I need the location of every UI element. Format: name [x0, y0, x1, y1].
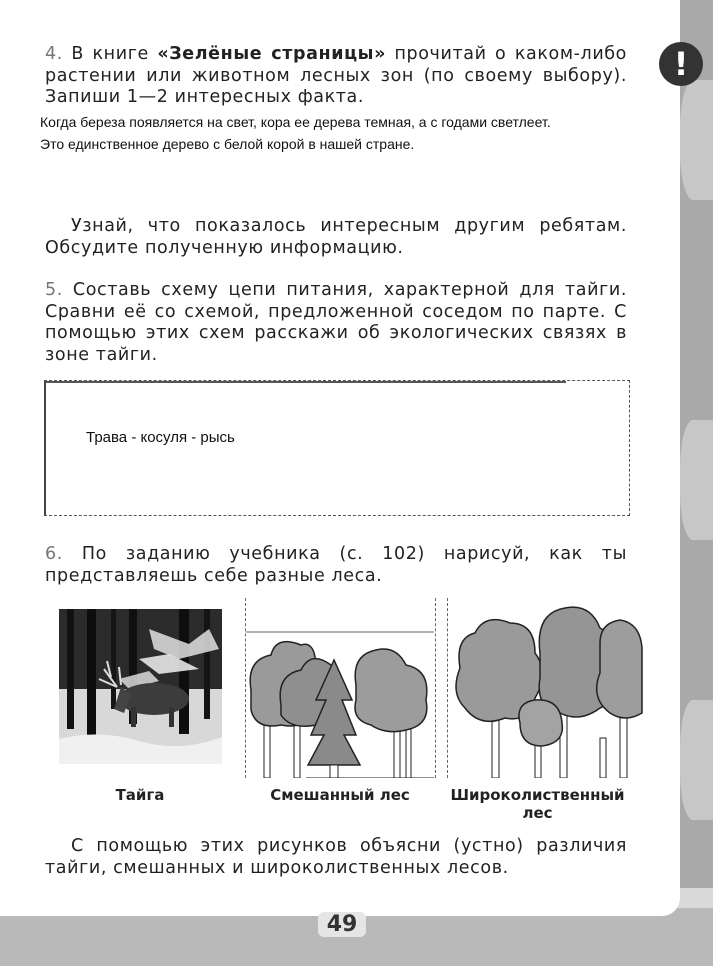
taiga-photo-image: [59, 609, 222, 764]
leaf-decoration: [680, 420, 713, 540]
book-title: «Зелёные страницы»: [157, 44, 386, 64]
task-number: 4.: [45, 44, 63, 64]
answer-4-line-2: Это единственное дерево с белой корой в нашей стране.: [40, 136, 415, 152]
task-number: 6.: [45, 544, 63, 564]
task-text: прочитай о каком-либо растении или животном лесных зон (по своему выбору). Запиши 1—2 интересных факта.: [45, 44, 627, 107]
answer-box-5[interactable]: [44, 380, 630, 516]
decorative-right-strip: [680, 0, 713, 966]
closing-text: С помощью этих рисунков объясни (устно) различия тайги, смешанных и широколиственных лесов.: [45, 836, 627, 878]
divider: [447, 598, 448, 778]
caption-broadleaf-forest: [440, 786, 635, 822]
task-number: 5.: [45, 280, 63, 300]
task-text: В книге: [62, 44, 158, 64]
caption-taiga: Тайга: [115, 786, 165, 804]
mixed-forest-drawing: [246, 630, 434, 778]
broadleaf-forest-drawing: [450, 598, 645, 778]
answer-5-text: Трава - косуля - рысь: [86, 429, 235, 446]
exclamation-icon: !: [659, 42, 703, 86]
task-6: [45, 544, 627, 587]
task-4: [45, 44, 627, 109]
task-5: [45, 280, 627, 366]
answer-4-line-1: Когда береза появляется на свет, кора ее дерева темная, а с годами светлеет.: [40, 114, 551, 130]
task-text: Составь схему цепи питания, характерной для тайги. Сравни её со схемой, предложенной соседом по парте. С помощью этих схем расскажи об экологических связях в зоне тайги.: [45, 280, 627, 365]
box-top-line: [46, 381, 566, 384]
task-text: По заданию учебника (с. 102) нарисуй, как ты представляешь себе разные леса.: [45, 544, 627, 586]
caption-mixed-forest: Смешанный лес: [270, 786, 410, 804]
leaf-decoration: [680, 80, 713, 200]
leaf-decoration: [680, 700, 713, 820]
page-number: 49: [318, 912, 366, 937]
caption-line: лес: [522, 804, 553, 822]
taiga-photo: [59, 609, 222, 764]
caption-line: Широколиственный: [450, 786, 625, 804]
divider: [435, 598, 436, 778]
discuss-text: Узнай, что показалось интересным другим ребятам. Обсудите полученную информацию.: [45, 216, 627, 258]
